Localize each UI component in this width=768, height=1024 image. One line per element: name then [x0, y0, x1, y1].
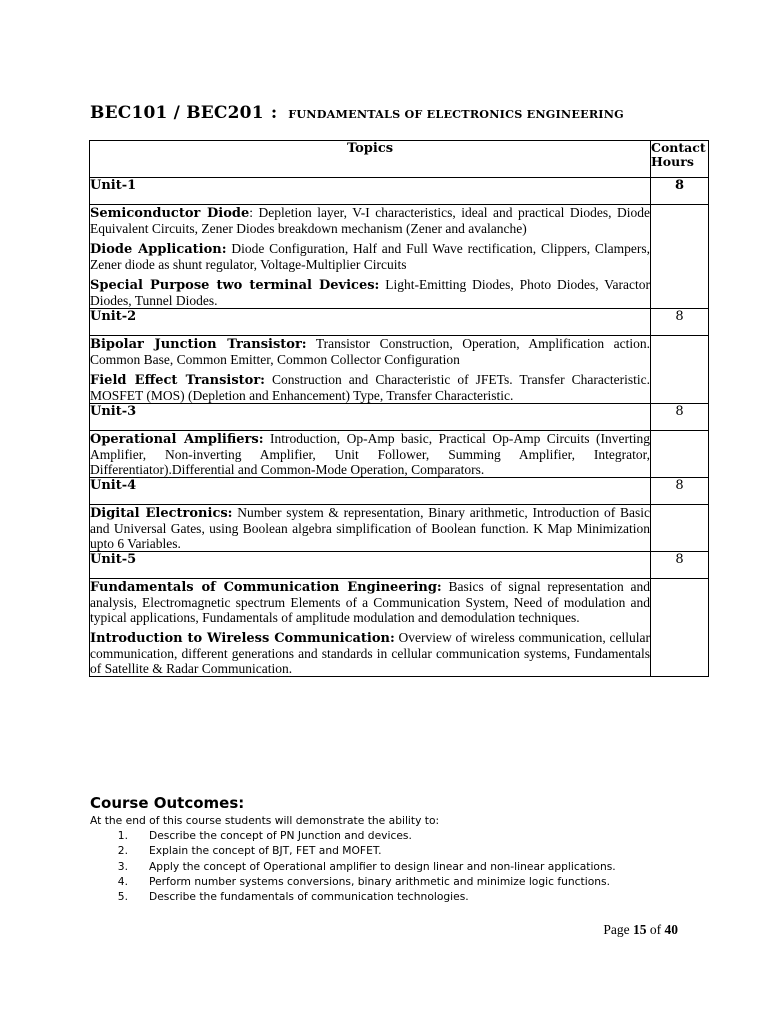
- unit-content-row: [90, 505, 709, 552]
- topic-heading: Digital Electronics:: [90, 506, 233, 521]
- topic-paragraph: [90, 505, 650, 551]
- outcome-item: [90, 874, 616, 889]
- topic-heading: Introduction to Wireless Communication:: [90, 631, 395, 646]
- topic-paragraph: [90, 431, 650, 477]
- unit-row: [90, 178, 709, 205]
- unit-content: [90, 505, 651, 552]
- unit-content: [90, 205, 651, 309]
- unit-hours-empty: [651, 431, 709, 478]
- topic-text: Diode Configuration, Half and Full Wave rectification, Clippers, Clampers, Zener diode as shunt regulator, Voltage-Multiplier Circuits: [90, 241, 650, 272]
- topic-text: : Depletion layer, V-I characteristics, ideal and practical Diodes, Diode Equivalent Circuits, Zener Diodes breakdown mechanism (Zener and avalanche): [90, 205, 650, 236]
- course-code: BEC101 / BEC201: [90, 103, 264, 123]
- unit-row: [90, 552, 709, 579]
- contact-hours-header-line1: Contact: [651, 140, 706, 155]
- topic-paragraph: [90, 241, 650, 272]
- outcome-number: 3.: [117, 859, 128, 873]
- unit-hours: 8: [651, 404, 709, 431]
- topic-paragraph: [90, 336, 650, 367]
- unit-hours-empty: [651, 205, 709, 309]
- outcome-item: [90, 889, 616, 904]
- course-outcomes-list: [90, 828, 616, 904]
- unit-content-row: [90, 205, 709, 309]
- contact-hours-header: [651, 141, 709, 178]
- topic-heading: Field Effect Transistor:: [90, 373, 265, 388]
- total-pages: 40: [664, 922, 678, 937]
- unit-name: Unit-3: [90, 404, 651, 431]
- unit-hours: 8: [651, 478, 709, 505]
- topic-paragraph: [90, 277, 650, 308]
- units-body: [90, 178, 709, 677]
- topic-text: Overview of wireless communication, cellular communication, different generations and standards in cellular communication systems, Fundamentals of Satellite & Radar Communication.: [90, 630, 651, 676]
- course-outcomes-title: Course Outcomes:: [90, 794, 245, 812]
- topic-heading: Fundamentals of Communication Engineering:: [90, 580, 442, 595]
- unit-hours: 8: [651, 178, 709, 205]
- unit-row: [90, 404, 709, 431]
- topic-text: Introduction, Op-Amp basic, Practical Op-Amp Circuits (Inverting Amplifier, Non-inverting Amplifier, Unit Follower, Summing Amplifier, Integrator, Differentiator).Differential and Common-Mode Operation, Comparators.: [90, 431, 650, 477]
- unit-row: [90, 478, 709, 505]
- topic-paragraph: [90, 205, 650, 236]
- topic-text: Construction and Characteristic of JFETs. Transfer Characteristic. MOSFET (MOS) (Depletion and Enhancement) Type, Transfer Characteristic.: [90, 372, 650, 403]
- outcome-item: [90, 828, 616, 843]
- outcome-number: 1.: [117, 829, 128, 842]
- course-outcomes-intro: At the end of this course students will demonstrate the ability to:: [90, 814, 440, 827]
- page-footer: [603, 922, 678, 938]
- outcome-text: Describe the fundamentals of communication technologies.: [149, 890, 469, 904]
- outcome-text: Describe the concept of PN Junction and devices.: [149, 829, 412, 842]
- unit-name: Unit-4: [90, 478, 651, 505]
- page-word: Page: [603, 922, 630, 937]
- unit-hours-empty: [651, 336, 709, 404]
- unit-content: [90, 336, 651, 404]
- outcome-text: Apply the concept of Operational amplifier to design linear and non-linear applications.: [149, 859, 616, 873]
- unit-row: [90, 309, 709, 336]
- unit-content-row: [90, 431, 709, 478]
- topic-text: Light-Emitting Diodes, Photo Diodes, Varactor Diodes, Tunnel Diodes.: [90, 277, 650, 308]
- table-header-row: [90, 141, 709, 178]
- topic-text: Transistor Construction, Operation, Amplification action. Common Base, Common Emitter, Common Collector Configuration: [90, 336, 650, 367]
- topic-heading: Operational Amplifiers:: [90, 432, 264, 447]
- topic-paragraph: [90, 372, 650, 403]
- course-name: FUNDAMENTALS OF ELECTRONICS ENGINEERING: [288, 107, 624, 121]
- unit-content-row: [90, 336, 709, 404]
- unit-name: Unit-1: [90, 178, 651, 205]
- title-separator: :: [270, 103, 278, 123]
- unit-name: Unit-5: [90, 552, 651, 579]
- unit-hours-empty: [651, 579, 709, 677]
- syllabus-table: [89, 140, 709, 677]
- unit-hours: 8: [651, 309, 709, 336]
- outcome-text: Perform number systems conversions, binary arithmetic and minimize logic functions.: [149, 874, 610, 888]
- topic-heading: Semiconductor Diode: [90, 206, 250, 221]
- unit-content: [90, 579, 651, 677]
- unit-hours: 8: [651, 552, 709, 579]
- topic-text: Number system & representation, Binary arithmetic, Introduction of Basic and Universal Gates, using Boolean algebra simplification of Boolean function. K Map Minimization upto 6 Variables.: [90, 505, 650, 551]
- outcome-item: [90, 843, 616, 858]
- topic-paragraph: [90, 579, 650, 625]
- unit-name: Unit-2: [90, 309, 651, 336]
- outcome-number: 5.: [117, 890, 128, 904]
- of-word: of: [649, 922, 662, 937]
- outcome-item: [90, 859, 616, 874]
- outcome-number: 4.: [117, 874, 128, 888]
- unit-hours-empty: [651, 505, 709, 552]
- page-number: 15: [633, 922, 647, 937]
- topic-paragraph: [90, 630, 650, 676]
- unit-content-row: [90, 579, 709, 677]
- topic-heading: Special Purpose two terminal Devices:: [90, 278, 380, 293]
- topic-heading: Diode Application:: [90, 242, 227, 257]
- topic-text: Basics of signal representation and analysis, Electromagnetic spectrum Elements of a Communication System, Need of modulation and typical applications, Fundamentals of amplitude modulation and demodulation techniques.: [90, 579, 650, 625]
- outcome-text: Explain the concept of BJT, FET and MOFET.: [149, 844, 382, 858]
- contact-hours-header-line2: Hours: [651, 154, 694, 169]
- topic-heading: Bipolar Junction Transistor:: [90, 337, 307, 352]
- topics-header: Topics: [90, 141, 651, 178]
- document-title: [90, 103, 624, 123]
- unit-content: [90, 431, 651, 478]
- outcome-number: 2.: [117, 844, 128, 858]
